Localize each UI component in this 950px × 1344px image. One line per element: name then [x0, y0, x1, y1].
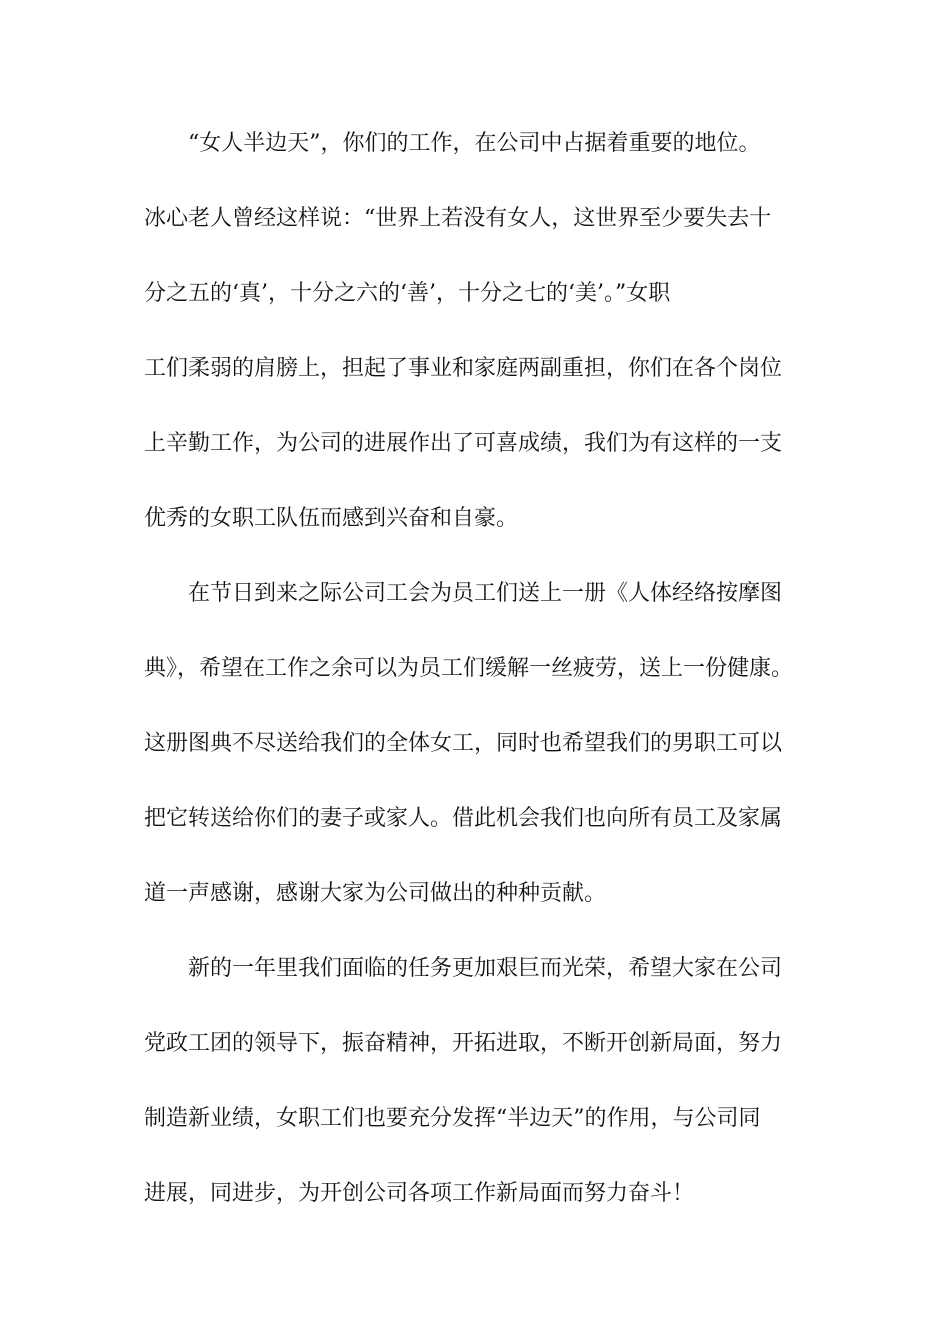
paragraph-2-line-4: 把它转送给你们的妻子或家人。借此机会我们也向所有员工及家属	[144, 806, 783, 831]
paragraph-3-line-2: 党政工团的领导下，振奋精神，开拓进取，不断开创新局面，努力	[144, 1031, 783, 1056]
document-body	[144, 118, 824, 1243]
paragraph-1-line-4: 工们柔弱的肩膀上，担起了事业和家庭两副重担，你们在各个岗位	[144, 356, 783, 381]
paragraph-2-line-1: 在节日到来之际公司工会为员工们送上一册《人体经络按摩图	[188, 581, 783, 606]
paragraph-2-line-5: 道一声感谢，感谢大家为公司做出的种种贡献。	[144, 881, 607, 906]
paragraph-1-line-3: 分之五的‘真’，十分之六的‘善’，十分之七的‘美’。”女职	[144, 281, 671, 306]
paragraph-3-line-4: 进展，同进步，为开创公司各项工作新局面而努力奋斗！	[144, 1181, 695, 1206]
paragraph-1-line-2: 冰心老人曾经这样说：“世界上若没有女人，这世界至少要失去十	[144, 206, 772, 231]
paragraph-3-line-1: 新的一年里我们面临的任务更加艰巨而光荣，希望大家在公司	[188, 956, 783, 981]
paragraph-3-line-3: 制造新业绩，女职工们也要充分发挥“半边天”的作用，与公司同	[144, 1106, 761, 1131]
paragraph-2-line-2: 典》，希望在工作之余可以为员工们缓解一丝疲劳，送上一份健康。	[144, 656, 794, 681]
paragraph-1-line-1: “女人半边天”，你们的工作，在公司中占据着重要的地位。	[188, 131, 761, 156]
paragraph-1-line-5: 上辛勤工作，为公司的进展作出了可喜成绩，我们为有这样的一支	[144, 431, 783, 456]
paragraph-1-line-6: 优秀的女职工队伍而感到兴奋和自豪。	[144, 506, 519, 531]
paragraph-2-line-3: 这册图典不尽送给我们的全体女工，同时也希望我们的男职工可以	[144, 731, 783, 756]
